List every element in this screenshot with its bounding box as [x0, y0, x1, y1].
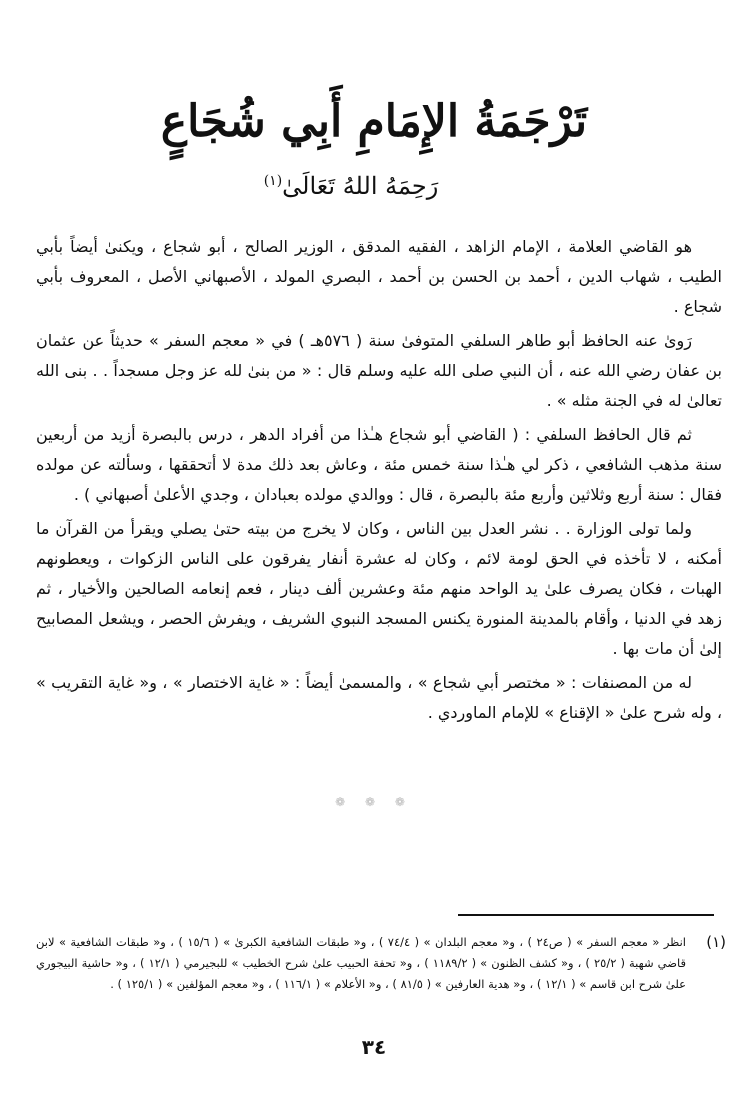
- section-ornament: ❁ ❁ ❁: [335, 795, 413, 809]
- footnote: [36, 932, 726, 995]
- paragraph-intro: هو القاضي العلامة ، الإمام الزاهد ، الفقيه المدقق ، الوزير الصالح ، أبو شجاع ، ويكنىٰ أيضاً بأبي الطيب ، شهاب الدين ، أحمد بن الحسن بن أحمد ، البصري المولد ، الأصبهاني الأصل ، المعروف بأبي شجاع .: [36, 237, 722, 316]
- paragraph-works: له من المصنفات : « مختصر أبي شجاع » ، والمسمىٰ أيضاً : « غاية الاختصار » ، و« غاية التقريب » ، وله شرح علىٰ « الإقناع » للإمام الماوردي .: [36, 673, 722, 722]
- page-number: ٣٤: [361, 1035, 387, 1059]
- footnote-divider: [458, 914, 714, 916]
- footnote-text: انظر « معجم السفر » ( ص٢٤ ) ، و« معجم البلدان » ( ٧٤/٤ ) ، و« طبقات الشافعية الكبرىٰ » ( ١٥/٦ ) ، و« طبقات الشافعية » لابن قاضي شهبة ( ٢٥/٢ ) ، و« كشف الظنون » ( ١١٨٩/٢ ) ، و« تحفة الحبيب علىٰ شرح الخطيب » للبجيرمي ( ١٢/١ ) ، و« حاشية البيجوري علىٰ شرح ابن قاسم » ( ١٢/١ ) ، و« هدية العارفين » ( ٨١/٥ ) ، و« الأعلام » ( ١١٦/١ ) ، و« معجم المؤلفين » ( ١٢٥/١ ) .: [36, 935, 686, 991]
- footnote-number: (١): [706, 933, 726, 951]
- page-title: تَرْجَمَةُ الإِمَامِ أَبِي شُجَاعٍ: [160, 96, 588, 147]
- paragraph-silafi-quote: ثم قال الحافظ السلفي : ( القاضي أبو شجاع هـٰذا من أفراد الدهر ، درس بالبصرة أزيد من أربعين سنة مذهب الشافعي ، ذكر لي هـٰذا سنة خمس مئة ، وعاش بعد ذلك مدة لا أتحققها ، وسألته عن مولده فقال : سنة أربع وثلاثين وأربع مئة بالبصرة ، قال : ووالدي مولده بعبادان ، وجدي الأعلىٰ أصبهاني ) .: [36, 425, 722, 504]
- paragraph-vizierate: ولما تولى الوزارة . . نشر العدل بين الناس ، وكان لا يخرج من بيته حتىٰ يصلي ويقرأ من القرآن ما أمكنه ، لا تأخذه في الحق لومة لائم ، وكان له عشرة أنفار يفرقون على الناس الزكوات ، ويعطونهم الهبات ، فكان يصرف علىٰ يد الواحد منهم مئة وعشرين ألف دينار ، فعم إنعامه الصالحين والأخيار ، ثم زهد في الدنيا ، وأقام بالمدينة المنورة يكنس المسجد النبوي الشريف ، ويفرش الحصر ، ويشعل المصابيح إلىٰ أن مات بها .: [36, 519, 722, 658]
- subtitle-text: رَحِمَهُ اللهُ تَعَالَىٰ: [282, 172, 439, 200]
- paragraph-hadith: رَوىٰ عنه الحافظ أبو طاهر السلفي المتوفىٰ سنة ( ٥٧٦هـ ) في « معجم السفر » حديثاً عن عثمان بن عفان رضي الله عنه ، أن النبي صلى الله عليه وسلم قال : « من بنىٰ لله عز وجل مسجداً . . بنى الله تعالىٰ له في الجنة مثله » .: [36, 331, 722, 410]
- footnote-marker: (١): [263, 173, 283, 189]
- page-subtitle: [0, 164, 748, 203]
- biography-text: [36, 232, 722, 732]
